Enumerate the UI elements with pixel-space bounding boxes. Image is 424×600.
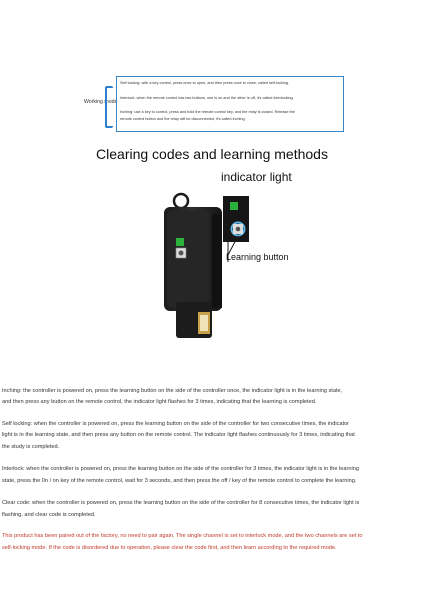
- interlock-line-1: Interlock: when the controller is powered on, press the learning button on the side of the controller for 3 times, the indicator light is in the learning: [2, 466, 359, 472]
- inching-line-2: and then press any button on the remote control, the indicator light flashes for 3 times, indicating that the learning is completed.: [2, 399, 317, 405]
- mode-inching-1: Inching: use a key to control, press and hold the remote control key, and the relay is closed. Release the: [120, 110, 295, 114]
- interlock-line-2: state, press the 0n / on key of the remote control, wait for 3 seconds, and then press the off / key of the remote control to complete the learning.: [2, 478, 357, 484]
- section-title: Clearing codes and learning methods: [96, 146, 328, 162]
- notice-line-1: This product has been paired out of the factory, no need to pair again. The single channel is set to interlock mode, and the two channels are set to: [2, 533, 363, 539]
- working-mode-label: Working mode: [84, 99, 118, 105]
- self-locking-line-2: light is in the learning state, and then press any button on the remote control. The indicator light flashes continuously for 3 times, indicating that: [2, 432, 355, 438]
- mode-self-locking: Self locking: with a key control, press once to open, and then press once to close, called self-locking.: [120, 81, 290, 85]
- learning-button-label: Learning button: [226, 252, 289, 262]
- indicator-light-icon: [176, 238, 184, 246]
- mode-inching-2: remote control button and the relay will be disconnected, it's called inching.: [120, 117, 246, 121]
- inching-line-1: Inching: the controller is powered on, press the learning button on the side of the controller once, the indicator light is in the learning state,: [2, 388, 343, 394]
- notice-line-2: self-locking mode. If the code is disordered due to operation, please clear the code first, and then learn according to the required mode.: [2, 545, 337, 551]
- self-locking-line-3: the study is completed.: [2, 444, 60, 450]
- mode-interlock: Interlock: when the remote control has two buttons, one is on and the other is off, it's called interlocking.: [120, 96, 294, 100]
- self-locking-line-1: Self locking: when the controller is powered on, press the learning button on the side of the controller for two consecutive times, the indicator: [2, 421, 350, 427]
- keyring-icon: [174, 194, 188, 208]
- clear-code-line-1: Clear code: when the controller is powered on, press the learning button on the side of the controller for 8 consecutive times, the indicator light is: [2, 500, 360, 506]
- indicator-light-title: indicator light: [221, 170, 292, 184]
- clear-code-line-2: flashing, and clear code is completed.: [2, 512, 96, 518]
